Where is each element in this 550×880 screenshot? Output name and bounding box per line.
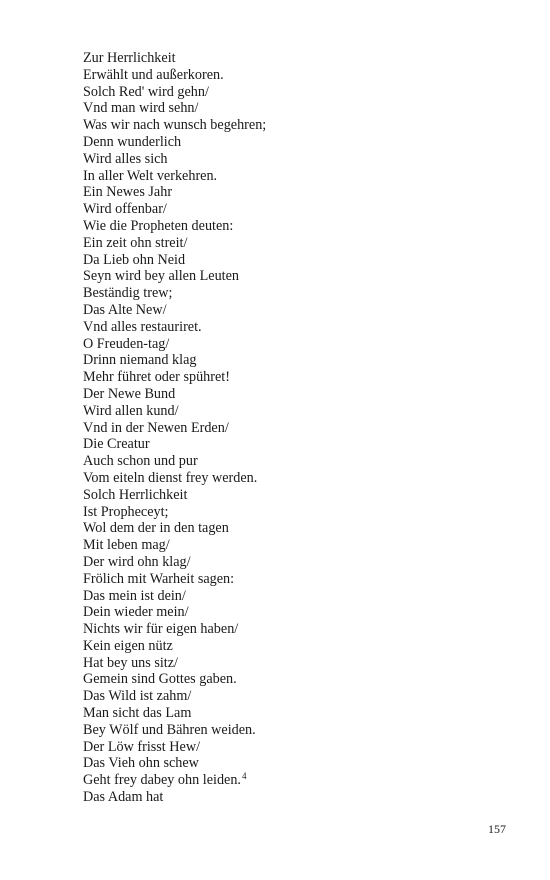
- poem-line: [83, 218, 266, 235]
- poem-line: [83, 369, 266, 386]
- poem-line: [83, 352, 266, 369]
- poem-line-text: Vom eiteln dienst frey werden.: [83, 469, 258, 486]
- poem-line: [83, 201, 266, 218]
- poem-line-text: Beständig trew;: [83, 285, 173, 302]
- poem-line-text: Kein eigen nütz: [83, 637, 173, 654]
- poem-line-text: Das Alte New/: [83, 301, 167, 318]
- poem-line-text: Der Newe Bund: [83, 385, 176, 402]
- poem-text: [83, 50, 266, 806]
- poem-line-text: Ist Propheceyt;: [83, 503, 169, 520]
- poem-line: [83, 638, 266, 655]
- poem-line: [83, 621, 266, 638]
- poem-line-text: Zur Herrlichkeit: [83, 50, 176, 66]
- poem-line: [83, 504, 266, 521]
- poem-line: [83, 520, 266, 537]
- poem-line-text: Das mein ist dein/: [83, 587, 186, 604]
- poem-line-text: Wird alles sich: [83, 150, 168, 167]
- poem-line-text: Wol dem der in den tagen: [83, 520, 229, 537]
- poem-line: [83, 319, 266, 336]
- poem-line: [83, 117, 266, 134]
- poem-line-text: Was wir nach wunsch begehren;: [83, 117, 267, 134]
- poem-line: [83, 655, 266, 672]
- poem-line: [83, 100, 266, 117]
- poem-line: [83, 168, 266, 185]
- poem-line-text: Ein Newes Jahr: [83, 184, 173, 201]
- poem-line: [83, 571, 266, 588]
- poem-line: [83, 134, 266, 151]
- poem-line: [83, 285, 266, 302]
- poem-line: [83, 235, 266, 252]
- poem-line-text: Wie die Propheten deuten:: [83, 217, 234, 234]
- poem-line: [83, 436, 266, 453]
- poem-line-text: Man sicht das Lam: [83, 705, 192, 722]
- poem-line: [83, 403, 266, 420]
- poem-line-text: Mit leben mag/: [83, 537, 170, 554]
- poem-line: [83, 50, 266, 67]
- poem-line: [83, 789, 266, 806]
- poem-line-text: Der wird ohn klag/: [83, 553, 191, 570]
- poem-line: [83, 588, 266, 605]
- poem-line-text: Seyn wird bey allen Leuten: [83, 268, 240, 285]
- poem-line-text: Vnd in der Newen Erden/: [83, 419, 229, 436]
- poem-line: [83, 487, 266, 504]
- poem-line: [83, 252, 266, 269]
- poem-line-text: Hat bey uns sitz/: [83, 654, 178, 671]
- poem-line: [83, 151, 266, 168]
- poem-line-text: Der Löw frisst Hew/: [83, 738, 201, 755]
- poem-line: [83, 386, 266, 403]
- poem-line-text: Erwählt und außerkoren.: [83, 66, 224, 83]
- poem-line-text: Wird offenbar/: [83, 201, 167, 218]
- poem-line: [83, 755, 266, 772]
- poem-line-text: Frölich mit Warheit sagen:: [83, 570, 235, 587]
- poem-line-text: Auch schon und pur: [83, 453, 198, 470]
- poem-line: [83, 604, 266, 621]
- poem-line-text: Da Lieb ohn Neid: [83, 251, 186, 268]
- poem-line-text: Das Wild ist zahm/: [83, 688, 192, 705]
- poem-line: [83, 722, 266, 739]
- poem-line-text: Die Creatur: [83, 436, 150, 453]
- poem-line-text: Ein zeit ohn streit/: [83, 234, 188, 251]
- poem-line: [83, 420, 266, 437]
- poem-line: [83, 67, 266, 84]
- poem-line: [83, 705, 266, 722]
- poem-line: [83, 671, 266, 688]
- poem-line-text: Bey Wölf und Bähren weiden.: [83, 721, 256, 738]
- poem-line-text: Mehr führet oder spühret!: [83, 369, 230, 386]
- poem-line: [83, 453, 266, 470]
- poem-line-text: O Freuden-tag/: [83, 335, 170, 352]
- poem-line-text: Drinn niemand klag: [83, 352, 197, 369]
- poem-line: [83, 84, 266, 101]
- poem-line: [83, 470, 266, 487]
- poem-line-text: Das Vieh ohn schew: [83, 755, 199, 772]
- poem-line: [83, 688, 266, 705]
- poem-line-text: Vnd man wird sehn/: [83, 100, 199, 117]
- poem-line: [83, 302, 266, 319]
- poem-line-text: Nichts wir für eigen haben/: [83, 621, 239, 638]
- poem-line-text: Vnd alles restauriret.: [83, 318, 202, 335]
- poem-line: [83, 184, 266, 201]
- poem-line-text: Denn wunderlich: [83, 133, 182, 150]
- poem-line-text: In aller Welt verkehren.: [83, 167, 218, 184]
- poem-line-text: Solch Red' wird gehn/: [83, 83, 209, 100]
- poem-line: [83, 537, 266, 554]
- poem-line-text: Wird allen kund/: [83, 402, 179, 419]
- footnote-marker[interactable]: 4: [241, 770, 247, 781]
- poem-line: [83, 554, 266, 571]
- poem-line: [83, 268, 266, 285]
- poem-line: [83, 772, 266, 789]
- poem-line-text: Solch Herrlichkeit: [83, 486, 188, 503]
- poem-line: [83, 739, 266, 756]
- poem-line: [83, 336, 266, 353]
- poem-line-text: Dein wieder mein/: [83, 604, 189, 621]
- page-number: 157: [488, 822, 506, 836]
- poem-line-text: Das Adam hat: [83, 789, 164, 806]
- poem-line-text: Geht frey dabey ohn leiden.: [83, 772, 241, 789]
- poem-line-text: Gemein sind Gottes gaben.: [83, 671, 237, 688]
